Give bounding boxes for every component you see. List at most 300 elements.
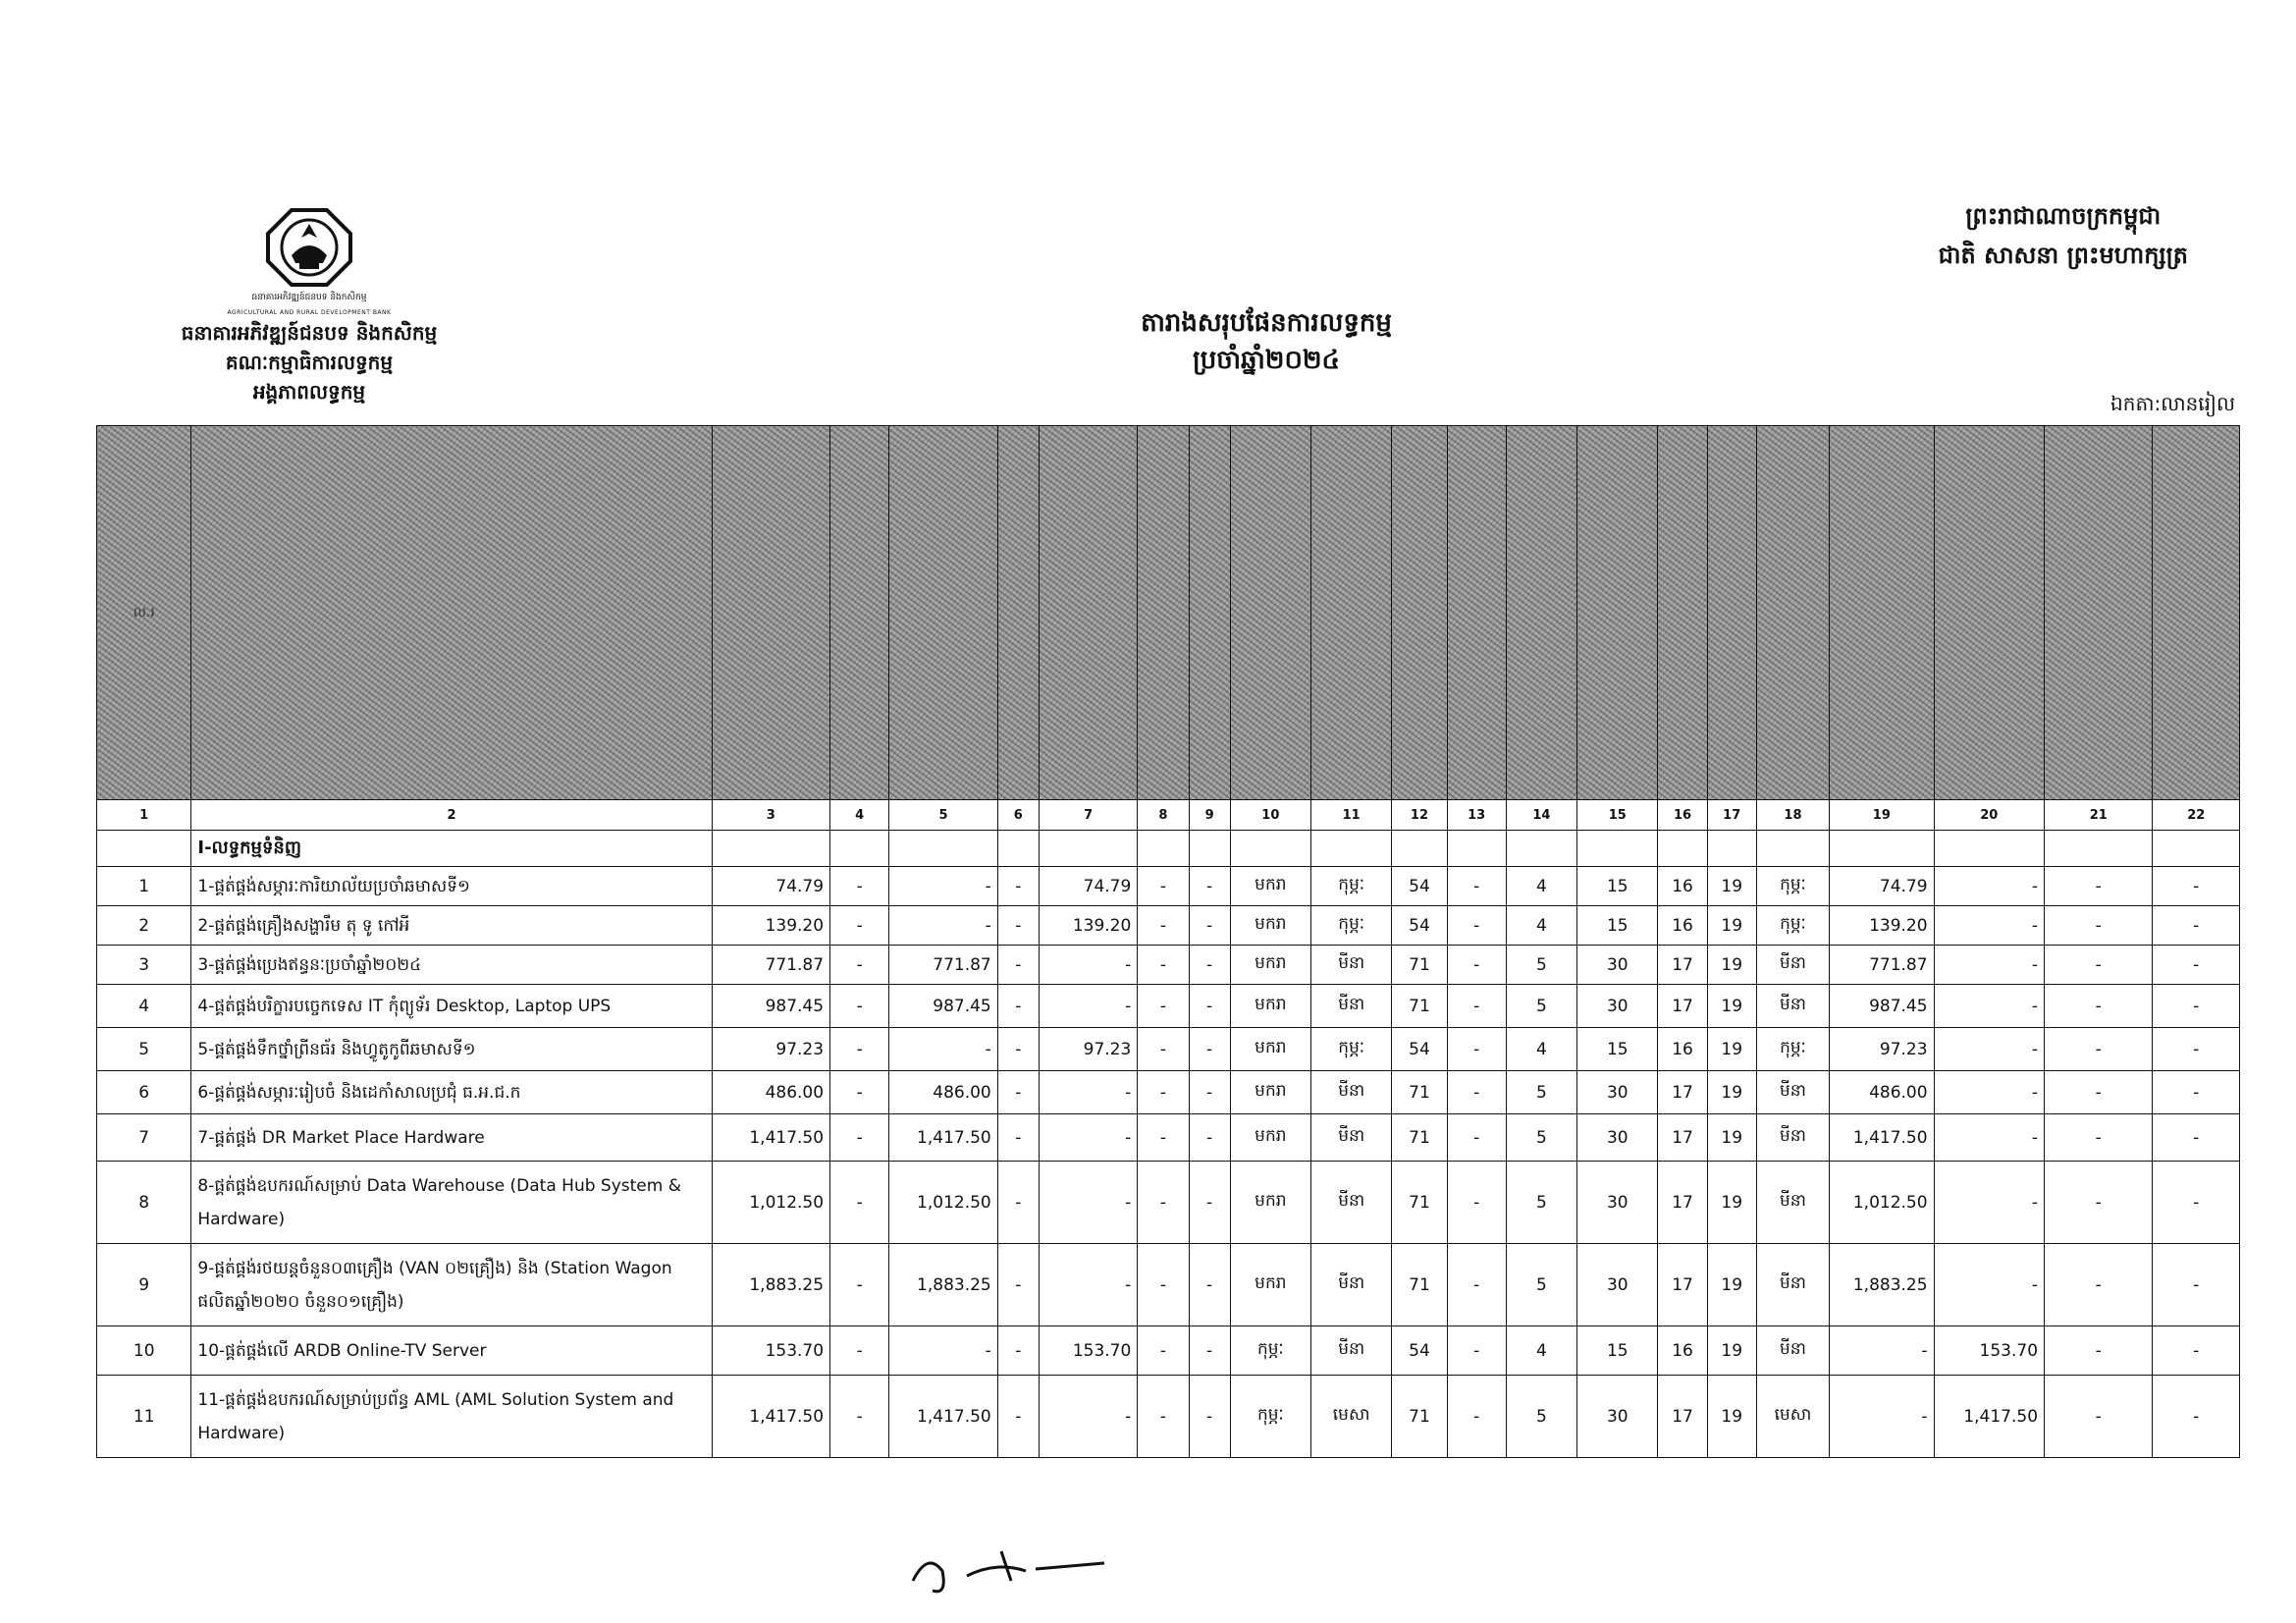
empty-cell bbox=[1658, 831, 1707, 867]
table-cell: 30 bbox=[1577, 946, 1658, 985]
header-cell bbox=[1392, 426, 1447, 800]
amount-cell: 1,883.25 bbox=[712, 1244, 829, 1326]
table-cell: មីនា bbox=[1311, 1244, 1392, 1326]
table-cell: - bbox=[1447, 1244, 1506, 1326]
table-cell: 17 bbox=[1658, 1071, 1707, 1114]
table-cell: 16 bbox=[1658, 867, 1707, 906]
row-number: 7 bbox=[97, 1114, 191, 1162]
table-cell: - bbox=[997, 985, 1039, 1028]
table-cell: 30 bbox=[1577, 1114, 1658, 1162]
amount-cell: 153.70 bbox=[1039, 1326, 1137, 1376]
column-index-cell: 10 bbox=[1230, 800, 1310, 831]
table-cell: កុម្ភៈ bbox=[1756, 1028, 1829, 1071]
table-cell: 19 bbox=[1707, 1028, 1756, 1071]
column-index-cell: 9 bbox=[1189, 800, 1230, 831]
column-index-cell: 15 bbox=[1577, 800, 1658, 831]
table-cell: 5 bbox=[1506, 1244, 1576, 1326]
amount-cell: 1,883.25 bbox=[889, 1244, 997, 1326]
row-number: 10 bbox=[97, 1326, 191, 1376]
column-index-cell: 16 bbox=[1658, 800, 1707, 831]
title-line-2: ប្រចាំឆ្នាំ២០២៤ bbox=[1193, 346, 1340, 375]
table-cell: - bbox=[1447, 906, 1506, 946]
table-cell: មករា bbox=[1230, 985, 1310, 1028]
header-cell bbox=[1830, 426, 1934, 800]
table-cell: 71 bbox=[1392, 985, 1447, 1028]
table-row bbox=[97, 1162, 2240, 1244]
table-cell: កុម្ភៈ bbox=[1756, 906, 1829, 946]
table-cell: 17 bbox=[1658, 1244, 1707, 1326]
table-cell: - bbox=[1447, 1114, 1506, 1162]
kingdom-line-1: ព្រះរាជាណាចក្រកម្ពុជា bbox=[1965, 202, 2162, 230]
empty-cell bbox=[1311, 831, 1392, 867]
empty-cell bbox=[1934, 831, 2044, 867]
empty-cell bbox=[1577, 831, 1658, 867]
table-cell: កុម្ភៈ bbox=[1756, 867, 1829, 906]
table-cell: - bbox=[2045, 1071, 2153, 1114]
header-cell bbox=[1577, 426, 1658, 800]
header-cell bbox=[997, 426, 1039, 800]
table-row bbox=[97, 1244, 2240, 1326]
table-cell: 71 bbox=[1392, 1071, 1447, 1114]
table-cell: 17 bbox=[1658, 946, 1707, 985]
column-index-cell: 7 bbox=[1039, 800, 1137, 831]
table-cell: 4 bbox=[1506, 1028, 1576, 1071]
empty-cell bbox=[2153, 831, 2240, 867]
table-cell: 19 bbox=[1707, 1162, 1756, 1244]
table-cell: មីនា bbox=[1756, 1162, 1829, 1244]
amount-cell: 153.70 bbox=[1934, 1326, 2044, 1376]
row-number: 8 bbox=[97, 1162, 191, 1244]
empty-cell bbox=[2045, 831, 2153, 867]
amount-cell: - bbox=[889, 906, 997, 946]
table-cell: - bbox=[1189, 1326, 1230, 1376]
table-cell: - bbox=[997, 1326, 1039, 1376]
column-index-cell: 13 bbox=[1447, 800, 1506, 831]
amount-cell: 486.00 bbox=[889, 1071, 997, 1114]
table-cell: - bbox=[830, 1244, 889, 1326]
table-cell: - bbox=[997, 1028, 1039, 1071]
table-cell: 19 bbox=[1707, 1376, 1756, 1458]
table-cell: - bbox=[830, 1376, 889, 1458]
table-cell: 5 bbox=[1506, 1376, 1576, 1458]
table-cell: 19 bbox=[1707, 1326, 1756, 1376]
table-cell: 17 bbox=[1658, 1114, 1707, 1162]
empty-cell bbox=[712, 831, 829, 867]
header-cell bbox=[1447, 426, 1506, 800]
table-cell: មីនា bbox=[1311, 1326, 1392, 1376]
table-cell: - bbox=[997, 1162, 1039, 1244]
table-cell: - bbox=[830, 867, 889, 906]
org-name: ធនាគារអភិវឌ្ឍន៍ជនបទ និងកសិកម្ម bbox=[181, 321, 438, 345]
unit-label: ឯកតា:លានរៀល bbox=[2110, 392, 2235, 415]
table-cell: មករា bbox=[1230, 946, 1310, 985]
header-cell bbox=[889, 426, 997, 800]
table-cell: - bbox=[2153, 1326, 2240, 1376]
table-cell: មីនា bbox=[1311, 985, 1392, 1028]
table-cell: - bbox=[1189, 1162, 1230, 1244]
table-cell: - bbox=[2045, 867, 2153, 906]
table-cell: - bbox=[2045, 1162, 2153, 1244]
table-cell: - bbox=[2045, 985, 2153, 1028]
table-cell: មករា bbox=[1230, 867, 1310, 906]
table-cell: - bbox=[2153, 1071, 2240, 1114]
table-cell: - bbox=[830, 1162, 889, 1244]
table-cell: មីនា bbox=[1756, 1326, 1829, 1376]
item-description: 2-ផ្គត់ផ្គង់គ្រឿងសង្ហារឹម តុ ទូ កៅអី bbox=[191, 906, 712, 946]
amount-cell: 987.45 bbox=[712, 985, 829, 1028]
empty-cell bbox=[1506, 831, 1576, 867]
row-number: 3 bbox=[97, 946, 191, 985]
table-cell: - bbox=[1189, 906, 1230, 946]
title-line-1: តារាងសរុបផែនការលទ្ធកម្ម bbox=[1141, 308, 1392, 338]
table-cell: - bbox=[1189, 1028, 1230, 1071]
table-cell: - bbox=[2153, 1114, 2240, 1162]
column-index-row bbox=[97, 800, 2240, 831]
table-cell: 16 bbox=[1658, 1028, 1707, 1071]
committee-name: គណៈកម្មាធិការលទ្ធកម្ម bbox=[225, 351, 394, 374]
empty-cell bbox=[1138, 831, 1189, 867]
column-index-cell: 17 bbox=[1707, 800, 1756, 831]
amount-cell: 153.70 bbox=[712, 1326, 829, 1376]
amount-cell: - bbox=[1039, 1114, 1137, 1162]
table-cell: មីនា bbox=[1311, 946, 1392, 985]
unit-name: អង្គភាពលទ្ធកម្ម bbox=[252, 380, 366, 404]
table-cell: 15 bbox=[1577, 1028, 1658, 1071]
amount-cell: 1,012.50 bbox=[1830, 1162, 1934, 1244]
table-cell: មករា bbox=[1230, 1028, 1310, 1071]
column-index-cell: 8 bbox=[1138, 800, 1189, 831]
empty-cell bbox=[1447, 831, 1506, 867]
row-number: 2 bbox=[97, 906, 191, 946]
column-index-cell: 14 bbox=[1506, 800, 1576, 831]
amount-cell: 1,012.50 bbox=[889, 1162, 997, 1244]
table-cell: កុម្ភៈ bbox=[1230, 1376, 1310, 1458]
table-cell: មករា bbox=[1230, 1114, 1310, 1162]
table-cell: - bbox=[2153, 1028, 2240, 1071]
kingdom-line-2: ជាតិ សាសនា ព្រះមហាក្សត្រ bbox=[1938, 242, 2188, 269]
table-row bbox=[97, 946, 2240, 985]
table-cell: មករា bbox=[1230, 906, 1310, 946]
column-index-cell: 21 bbox=[2045, 800, 2153, 831]
table-cell: 16 bbox=[1658, 906, 1707, 946]
table-cell: មីនា bbox=[1311, 1162, 1392, 1244]
header-cell bbox=[1311, 426, 1392, 800]
amount-cell: 771.87 bbox=[712, 946, 829, 985]
amount-cell: - bbox=[1934, 867, 2044, 906]
column-index-cell: 19 bbox=[1830, 800, 1934, 831]
row-number: 5 bbox=[97, 1028, 191, 1071]
row-number: 11 bbox=[97, 1376, 191, 1458]
amount-cell: - bbox=[1830, 1326, 1934, 1376]
amount-cell: 74.79 bbox=[1830, 867, 1934, 906]
bank-logo-icon bbox=[262, 206, 356, 289]
header-cell bbox=[1707, 426, 1756, 800]
table-cell: - bbox=[1138, 1114, 1189, 1162]
table-cell: - bbox=[830, 985, 889, 1028]
table-cell: - bbox=[830, 1071, 889, 1114]
table-row bbox=[97, 1326, 2240, 1376]
table-cell: 54 bbox=[1392, 1028, 1447, 1071]
item-description: 8-ផ្គត់ផ្គង់ឧបករណ៍សម្រាប់ Data Warehouse (Data Hub System & Hardware) bbox=[191, 1162, 712, 1244]
table-cell: 30 bbox=[1577, 1376, 1658, 1458]
table-cell: កុម្ភៈ bbox=[1311, 906, 1392, 946]
table-cell: - bbox=[1189, 1376, 1230, 1458]
amount-cell: 1,417.50 bbox=[889, 1114, 997, 1162]
amount-cell: 97.23 bbox=[1830, 1028, 1934, 1071]
item-description: 1-ផ្គត់ផ្គង់សម្ភារៈការិយាល័យប្រចាំឆមាសទី១ bbox=[191, 867, 712, 906]
table-cell: - bbox=[1189, 1071, 1230, 1114]
table-cell: មករា bbox=[1230, 1244, 1310, 1326]
amount-cell: 486.00 bbox=[1830, 1071, 1934, 1114]
table-cell: - bbox=[1189, 946, 1230, 985]
scanned-header-row bbox=[97, 426, 2240, 800]
table-cell: 71 bbox=[1392, 1244, 1447, 1326]
document-title bbox=[1031, 304, 1502, 379]
table-cell: - bbox=[2045, 1028, 2153, 1071]
table-cell: 19 bbox=[1707, 867, 1756, 906]
header-cell bbox=[191, 426, 712, 800]
table-cell: 5 bbox=[1506, 985, 1576, 1028]
table-cell: 5 bbox=[1506, 946, 1576, 985]
amount-cell: 74.79 bbox=[1039, 867, 1137, 906]
amount-cell: - bbox=[889, 867, 997, 906]
column-index-cell: 6 bbox=[997, 800, 1039, 831]
table-row bbox=[97, 1028, 2240, 1071]
table-cell: - bbox=[1447, 867, 1506, 906]
table-cell: - bbox=[997, 906, 1039, 946]
table-cell: - bbox=[1138, 946, 1189, 985]
header-cell bbox=[2045, 426, 2153, 800]
header-no-cell: ល.រ bbox=[97, 426, 191, 800]
table-cell: - bbox=[830, 946, 889, 985]
table-cell: - bbox=[1447, 1071, 1506, 1114]
table-cell: មីនា bbox=[1311, 1071, 1392, 1114]
table-cell: - bbox=[1189, 1244, 1230, 1326]
amount-cell: - bbox=[1039, 1162, 1137, 1244]
logo-caption-en: AGRICULTURAL AND RURAL DEVELOPMENT BANK bbox=[227, 309, 392, 316]
item-description: 5-ផ្គត់ផ្គង់ទឹកថ្នាំព្រីនធ័រ និងហ្វូតូកូពីឆមាសទី១ bbox=[191, 1028, 712, 1071]
table-cell: 30 bbox=[1577, 1162, 1658, 1244]
table-cell: - bbox=[997, 946, 1039, 985]
column-index-cell: 1 bbox=[97, 800, 191, 831]
table-cell: 17 bbox=[1658, 1162, 1707, 1244]
table-cell: - bbox=[1138, 1376, 1189, 1458]
header-cell bbox=[1934, 426, 2044, 800]
amount-cell: - bbox=[1934, 1028, 2044, 1071]
empty-cell bbox=[1230, 831, 1310, 867]
amount-cell: 139.20 bbox=[1039, 906, 1137, 946]
logo-caption-kh: ធនាគារអភិវឌ្ឍន៍ជនបទ និងកសិកម្ម bbox=[251, 293, 367, 302]
column-index-cell: 11 bbox=[1311, 800, 1392, 831]
table-cell: 30 bbox=[1577, 1244, 1658, 1326]
empty-cell bbox=[1830, 831, 1934, 867]
table-cell: 71 bbox=[1392, 1376, 1447, 1458]
empty-cell bbox=[889, 831, 997, 867]
table-cell: - bbox=[2045, 1326, 2153, 1376]
procurement-table bbox=[96, 425, 2240, 1458]
amount-cell: - bbox=[1934, 906, 2044, 946]
column-index-cell: 22 bbox=[2153, 800, 2240, 831]
table-cell: - bbox=[1138, 1326, 1189, 1376]
table-cell: មីនា bbox=[1756, 985, 1829, 1028]
table-cell: - bbox=[1189, 867, 1230, 906]
table-cell: - bbox=[1447, 985, 1506, 1028]
table-row bbox=[97, 906, 2240, 946]
amount-cell: - bbox=[1039, 1071, 1137, 1114]
header-cell bbox=[1138, 426, 1189, 800]
table-cell: - bbox=[2153, 906, 2240, 946]
header-cell bbox=[1658, 426, 1707, 800]
table-cell: 16 bbox=[1658, 1326, 1707, 1376]
amount-cell: 1,883.25 bbox=[1830, 1244, 1934, 1326]
item-description: 9-ផ្គត់ផ្គង់រថយន្តចំនួន០៣គ្រឿង (VAN ០២គ្រឿង) និង (Station Wagon ផលិតឆ្នាំ២០២០ ចំនួន០១គ្រឿង) bbox=[191, 1244, 712, 1326]
header-cell bbox=[1756, 426, 1829, 800]
section-row bbox=[97, 831, 2240, 867]
table-cell: - bbox=[997, 867, 1039, 906]
header-cell bbox=[1039, 426, 1137, 800]
table-cell: 5 bbox=[1506, 1071, 1576, 1114]
table-cell: - bbox=[1447, 1162, 1506, 1244]
table-cell: 15 bbox=[1577, 906, 1658, 946]
table-cell: 19 bbox=[1707, 1114, 1756, 1162]
header-cell bbox=[1506, 426, 1576, 800]
table-cell: - bbox=[2045, 1376, 2153, 1458]
table-cell: - bbox=[1189, 1114, 1230, 1162]
signature-mark bbox=[908, 1542, 1124, 1600]
amount-cell: 771.87 bbox=[1830, 946, 1934, 985]
amount-cell: 1,417.50 bbox=[712, 1114, 829, 1162]
amount-cell: 987.45 bbox=[889, 985, 997, 1028]
table-cell: 5 bbox=[1506, 1114, 1576, 1162]
column-index-cell: 3 bbox=[712, 800, 829, 831]
table-cell: - bbox=[1138, 1071, 1189, 1114]
amount-cell: 1,417.50 bbox=[1934, 1376, 2044, 1458]
table-cell: 71 bbox=[1392, 1114, 1447, 1162]
kingdom-heading bbox=[1939, 196, 2188, 275]
row-number: 1 bbox=[97, 867, 191, 906]
table-cell: មីនា bbox=[1756, 1071, 1829, 1114]
amount-cell: - bbox=[1934, 946, 2044, 985]
table-cell: - bbox=[2045, 906, 2153, 946]
table-cell: - bbox=[830, 906, 889, 946]
column-index-cell: 20 bbox=[1934, 800, 2044, 831]
amount-cell: - bbox=[889, 1028, 997, 1071]
amount-cell: 139.20 bbox=[712, 906, 829, 946]
empty-cell bbox=[1707, 831, 1756, 867]
table-cell: មេសា bbox=[1756, 1376, 1829, 1458]
item-description: 3-ផ្គត់ផ្គង់ប្រេងឥន្ធនៈប្រចាំឆ្នាំ២០២៤ bbox=[191, 946, 712, 985]
amount-cell: 987.45 bbox=[1830, 985, 1934, 1028]
column-index-cell: 12 bbox=[1392, 800, 1447, 831]
table-cell: - bbox=[1447, 946, 1506, 985]
item-description: 6-ផ្គត់ផ្គង់សម្ភារៈរៀបចំ និងដេកាំសាលប្រជុំ ធ.អ.ជ.ក bbox=[191, 1071, 712, 1114]
header-cell bbox=[2153, 426, 2240, 800]
amount-cell: - bbox=[889, 1326, 997, 1376]
amount-cell: - bbox=[1039, 985, 1137, 1028]
header-cell bbox=[1230, 426, 1310, 800]
empty-cell bbox=[1189, 831, 1230, 867]
column-index-cell: 2 bbox=[191, 800, 712, 831]
amount-cell: - bbox=[1039, 946, 1137, 985]
row-number: 6 bbox=[97, 1071, 191, 1114]
table-cell: 17 bbox=[1658, 1376, 1707, 1458]
table-cell: 19 bbox=[1707, 1244, 1756, 1326]
table-cell: មីនា bbox=[1756, 1244, 1829, 1326]
table-cell: - bbox=[2153, 867, 2240, 906]
table-cell: - bbox=[1447, 1376, 1506, 1458]
item-description: 10-ផ្គត់ផ្គង់លើ ARDB Online-TV Server bbox=[191, 1326, 712, 1376]
amount-cell: - bbox=[1934, 1162, 2044, 1244]
table-cell: 54 bbox=[1392, 1326, 1447, 1376]
amount-cell: - bbox=[1934, 1114, 2044, 1162]
table-cell: មីនា bbox=[1756, 946, 1829, 985]
item-description: 11-ផ្គត់ផ្គង់ឧបករណ៍សម្រាប់ប្រព័ន្ធ AML (AML Solution System and Hardware) bbox=[191, 1376, 712, 1458]
table-cell: 71 bbox=[1392, 946, 1447, 985]
section-title: I-លទ្ធកម្មទំនិញ bbox=[191, 831, 712, 867]
table-cell: - bbox=[2153, 985, 2240, 1028]
amount-cell: 1,417.50 bbox=[1830, 1114, 1934, 1162]
table-row bbox=[97, 1071, 2240, 1114]
table-cell: មករា bbox=[1230, 1071, 1310, 1114]
amount-cell: 1,417.50 bbox=[889, 1376, 997, 1458]
table-cell: 19 bbox=[1707, 985, 1756, 1028]
table-cell: 30 bbox=[1577, 1071, 1658, 1114]
logo-block bbox=[147, 206, 471, 406]
table-cell: - bbox=[1189, 985, 1230, 1028]
table-row bbox=[97, 1376, 2240, 1458]
table-cell: 15 bbox=[1577, 867, 1658, 906]
section-no-cell bbox=[97, 831, 191, 867]
table-cell: - bbox=[830, 1326, 889, 1376]
empty-cell bbox=[1039, 831, 1137, 867]
amount-cell: 97.23 bbox=[712, 1028, 829, 1071]
table-cell: - bbox=[830, 1114, 889, 1162]
table-cell: - bbox=[1447, 1326, 1506, 1376]
empty-cell bbox=[997, 831, 1039, 867]
table-cell: 19 bbox=[1707, 946, 1756, 985]
table-cell: 4 bbox=[1506, 906, 1576, 946]
table-cell: - bbox=[2153, 946, 2240, 985]
amount-cell: - bbox=[1830, 1376, 1934, 1458]
table-cell: 19 bbox=[1707, 1071, 1756, 1114]
amount-cell: 771.87 bbox=[889, 946, 997, 985]
table-cell: 15 bbox=[1577, 1326, 1658, 1376]
header-cell bbox=[1189, 426, 1230, 800]
table-cell: 54 bbox=[1392, 906, 1447, 946]
table-cell: - bbox=[1138, 1028, 1189, 1071]
amount-cell: - bbox=[1039, 1244, 1137, 1326]
table-cell: - bbox=[2153, 1376, 2240, 1458]
amount-cell: 74.79 bbox=[712, 867, 829, 906]
table-row bbox=[97, 985, 2240, 1028]
column-index-cell: 5 bbox=[889, 800, 997, 831]
table-cell: - bbox=[997, 1244, 1039, 1326]
header-cell bbox=[830, 426, 889, 800]
amount-cell: 139.20 bbox=[1830, 906, 1934, 946]
row-number: 9 bbox=[97, 1244, 191, 1326]
empty-cell bbox=[1756, 831, 1829, 867]
table-cell: - bbox=[1138, 867, 1189, 906]
table-row bbox=[97, 1114, 2240, 1162]
table-row bbox=[97, 867, 2240, 906]
table-cell: កុម្ភៈ bbox=[1311, 867, 1392, 906]
amount-cell: - bbox=[1934, 1244, 2044, 1326]
table-cell: 19 bbox=[1707, 906, 1756, 946]
table-cell: - bbox=[1138, 985, 1189, 1028]
table-cell: - bbox=[1447, 1028, 1506, 1071]
table-cell: 17 bbox=[1658, 985, 1707, 1028]
table-cell: - bbox=[997, 1114, 1039, 1162]
